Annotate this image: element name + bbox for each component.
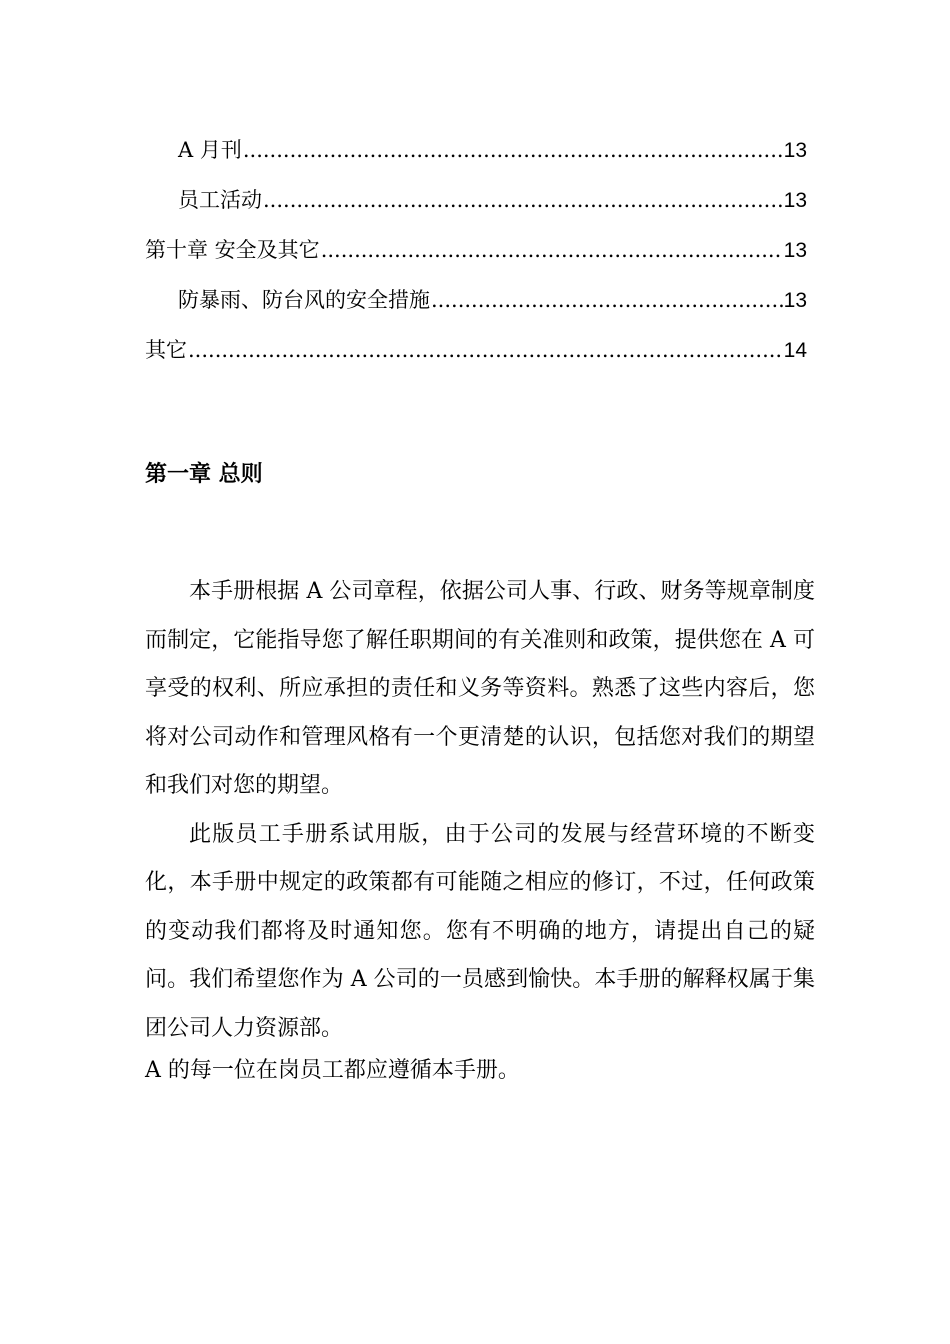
toc-entry-page: 14 <box>783 339 807 362</box>
toc-leader-dots <box>188 330 783 370</box>
toc-entry-page: 13 <box>783 289 807 312</box>
toc-entry-page: 13 <box>783 189 807 212</box>
table-of-contents <box>145 130 807 380</box>
body-paragraph: 此版员工手册系试用版，由于公司的发展与经营环境的不断变化，本手册中规定的政策都有可能随之相应的修订，不过，任何政策的变动我们都将及时通知您。您有不明确的地方，请提出自己的疑问。我们希望您作为 A 公司的一员感到愉快。本手册的解释权属于集团公司人力资源部。 <box>145 821 815 1041</box>
toc-entry-page: 13 <box>783 139 807 162</box>
toc-entry[interactable] <box>145 330 807 380</box>
toc-entry[interactable] <box>145 180 807 230</box>
toc-entry-label: A 月刊 <box>178 138 242 162</box>
toc-entry-label: 员工活动 <box>178 188 262 212</box>
toc-leader-dots <box>263 180 783 220</box>
toc-entry-label: 第十章 安全及其它 <box>145 238 320 262</box>
toc-entry-label: 防暴雨、防台风的安全措施 <box>178 288 430 312</box>
chapter-body <box>145 568 815 1096</box>
toc-entry-label: 其它 <box>145 338 187 362</box>
toc-leader-dots <box>321 230 783 270</box>
toc-entry[interactable] <box>145 230 807 280</box>
body-paragraph: A 的每一位在岗员工都应遵循本手册。 <box>145 1058 520 1083</box>
body-paragraph: 本手册根据 A 公司章程，依据公司人事、行政、财务等规章制度而制定，它能指导您了解任职期间的有关准则和政策，提供您在 A 可享受的权利、所应承担的责任和义务等资料。熟悉了这些内容后，您将对公司动作和管理风格有一个更清楚的认识，包括您对我们的期望和我们对您的期望。 <box>145 579 815 798</box>
toc-leader-dots <box>431 280 783 320</box>
toc-entry[interactable] <box>145 130 807 180</box>
toc-leader-dots <box>243 130 783 170</box>
toc-entry[interactable] <box>145 280 807 330</box>
chapter-title: 第一章 总则 <box>145 462 263 487</box>
toc-entry-page: 13 <box>783 239 807 262</box>
